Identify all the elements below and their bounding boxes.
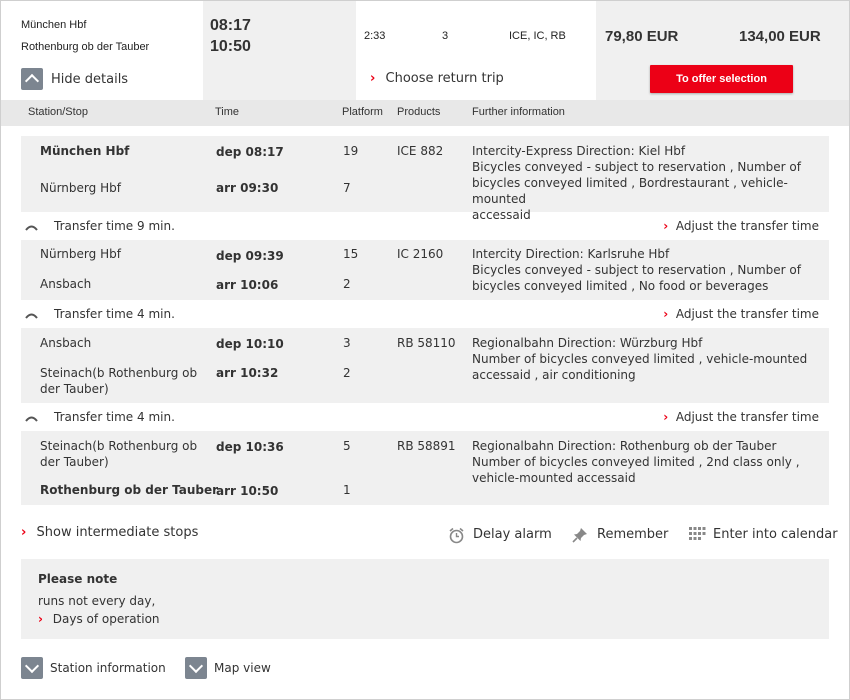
header-station: Station/Stop [28, 106, 88, 118]
station-information-link[interactable]: Station information [50, 661, 166, 675]
leg-row [21, 136, 829, 222]
leg-arrival-station: Ansbach [40, 277, 92, 291]
transfer-row [21, 219, 829, 237]
leg-arrival-time: arr 10:06 [216, 278, 279, 292]
note-box [21, 559, 829, 639]
leg-arrival-station: Rothenburg ob der Tauber [40, 483, 219, 497]
leg-arrival-station: Steinach(b Rothenburg ob der Tauber) [40, 366, 198, 396]
transfer-walk-icon [25, 415, 38, 422]
map-view-link[interactable]: Map view [214, 661, 271, 675]
leg-arrival-station: Nürnberg Hbf [40, 181, 121, 195]
leg-departure-station: Ansbach [40, 336, 92, 350]
leg-departure-platform: 3 [343, 336, 351, 350]
chevron-right-icon: › [663, 410, 669, 424]
show-intermediate-stops-link[interactable]: › Show intermediate stops [21, 525, 199, 540]
alarm-clock-icon [448, 527, 465, 544]
table-header [1, 100, 849, 126]
details-cell [356, 1, 596, 100]
note-title: Please note [38, 572, 118, 586]
transfer-time: Transfer time 9 min. [54, 219, 175, 233]
leg-row [21, 431, 829, 505]
leg-row [21, 240, 829, 300]
changes-count: 3 [442, 30, 449, 42]
leg-arrival-time: arr 09:30 [216, 181, 279, 195]
leg-arrival-time: arr 10:50 [216, 484, 279, 498]
header-info: Further information [472, 106, 565, 118]
days-of-operation-link[interactable]: › Days of operation [38, 612, 160, 626]
destination-station: Rothenburg ob der Tauber [21, 41, 150, 53]
leg-arrival-platform: 2 [343, 277, 351, 291]
leg-departure-platform: 19 [343, 144, 359, 158]
leg-departure-station: München Hbf [40, 144, 130, 158]
leg-departure-platform: 15 [343, 247, 359, 261]
adjust-transfer-link[interactable]: › Adjust the transfer time [663, 410, 819, 424]
transfer-row [21, 410, 829, 428]
transfer-time: Transfer time 4 min. [54, 307, 175, 321]
transfer-time: Transfer time 4 min. [54, 410, 175, 424]
leg-info: Regionalbahn Direction: Rothenburg ob der Tauber Number of bicycles conveyed limited , 2nd class only , vehicle-mounted accessaid [472, 439, 800, 485]
adjust-transfer-link[interactable]: › Adjust the transfer time [663, 219, 819, 233]
leg-info: Regionalbahn Direction: Würzburg Hbf Number of bicycles conveyed limited , vehicle-mounted accessaid , air conditioning [472, 336, 808, 382]
departure-time: 08:17 [210, 17, 251, 34]
saver-price[interactable]: 79,80 EUR [605, 28, 679, 45]
leg-product: RB 58891 [397, 439, 456, 453]
chevron-down-icon[interactable] [21, 657, 43, 679]
return-trip-link[interactable]: › Choose return trip [370, 71, 504, 86]
transfer-row [21, 307, 829, 325]
hide-details-link[interactable]: Hide details [51, 72, 129, 87]
chevron-right-icon: › [38, 612, 43, 626]
transfer-walk-icon [25, 224, 38, 231]
leg-departure-time: dep 08:17 [216, 145, 284, 159]
leg-product: ICE 882 [397, 144, 444, 158]
leg-departure-station: Nürnberg Hbf [40, 247, 121, 261]
leg-departure-time: dep 10:10 [216, 337, 284, 351]
header-time: Time [215, 106, 240, 118]
leg-departure-time: dep 09:39 [216, 249, 284, 263]
pin-icon [572, 527, 588, 543]
calendar-icon [689, 527, 706, 541]
arrival-time: 10:50 [210, 38, 251, 55]
origin-station: München Hbf [21, 19, 87, 31]
leg-product: RB 58110 [397, 336, 456, 350]
transfer-walk-icon [25, 312, 38, 319]
header-platform: Platform [342, 106, 383, 118]
connection-details-panel: München Hbf Rothenburg ob der Tauber Hide details 08:17 10:50 2:33 3 ICE, IC, RB › Choose return trip 79,80 EUR 134,00 EUR To offer selection Station/Stop Time Platform Products Further information München Hbf dep 08:17 19 ICE 882 Nürnberg Hbf arr 09:30 7 Intercity-Express Direction: Kiel Hbf Bicycles conveyed - subject to reservation , Number of bicycles conveyed limited , Bordrestaurant , vehicle-mounted accessaid Transfer time 9 min. › Adjust the transfer time Nürnberg Hbf dep 09:39 15 IC 2160 Ansbach arr 10:06 2 Intercity Direction: Karlsruhe Hbf Bicycles conveyed - subject to reservation , Number of bicycles conveyed limited , No food or beverages Transfer time 4 min. › Adjust the transfer time Ansbach dep 10:10 3 RB 58110 Steinach(b Rothenburg ob der Tauber) arr 10:32 2 Regionalbahn Direction: Würzburg Hbf Number of bicycles conveyed limited , vehicle-mounted accessaid , air conditioning Transfer time 4 min. › Adjust the transfer time Steinach(b Rothenburg ob der Tauber) dep 10:36 5 RB 58891 Rothenburg ob der Tauber arr 10:50 1 Regionalbahn Direction: Rothenburg ob der Tauber Number of bicycles conveyed limited , 2nd class only , vehicle-mounted accessaid › Show intermediate stops Delay alarm Remember Enter into calendar Please note runs not every day, › Days of operation Station information Map view [0, 0, 850, 700]
chevron-up-icon[interactable] [21, 68, 43, 90]
chevron-right-icon: › [370, 71, 376, 86]
leg-arrival-platform: 7 [343, 181, 351, 195]
leg-departure-time: dep 10:36 [216, 440, 284, 454]
flex-price[interactable]: 134,00 EUR [739, 28, 821, 45]
route-cell [1, 1, 203, 100]
leg-arrival-platform: 1 [343, 483, 351, 497]
note-text: runs not every day, [38, 594, 156, 608]
offer-selection-button[interactable]: To offer selection [650, 65, 793, 93]
chevron-right-icon: › [663, 307, 669, 321]
chevron-down-icon[interactable] [185, 657, 207, 679]
leg-departure-platform: 5 [343, 439, 351, 453]
products: ICE, IC, RB [509, 30, 566, 42]
leg-arrival-platform: 2 [343, 366, 351, 380]
leg-info: Intercity-Express Direction: Kiel Hbf Bicycles conveyed - subject to reservation , Number of bicycles conveyed limited , Bordrestaurant , vehicle-mounted accessaid [472, 144, 801, 222]
leg-product: IC 2160 [397, 247, 444, 261]
chevron-right-icon: › [21, 525, 27, 540]
duration: 2:33 [364, 30, 386, 42]
adjust-transfer-link[interactable]: › Adjust the transfer time [663, 307, 819, 321]
leg-info: Intercity Direction: Karlsruhe Hbf Bicycles conveyed - subject to reservation , Number of bicycles conveyed limited , No food or beverages [472, 247, 801, 293]
leg-departure-station: Steinach(b Rothenburg ob der Tauber) [40, 439, 198, 469]
leg-row [21, 328, 829, 403]
header-products: Products [397, 106, 441, 118]
chevron-right-icon: › [663, 219, 669, 233]
leg-arrival-time: arr 10:32 [216, 366, 279, 380]
times-cell [203, 1, 356, 100]
